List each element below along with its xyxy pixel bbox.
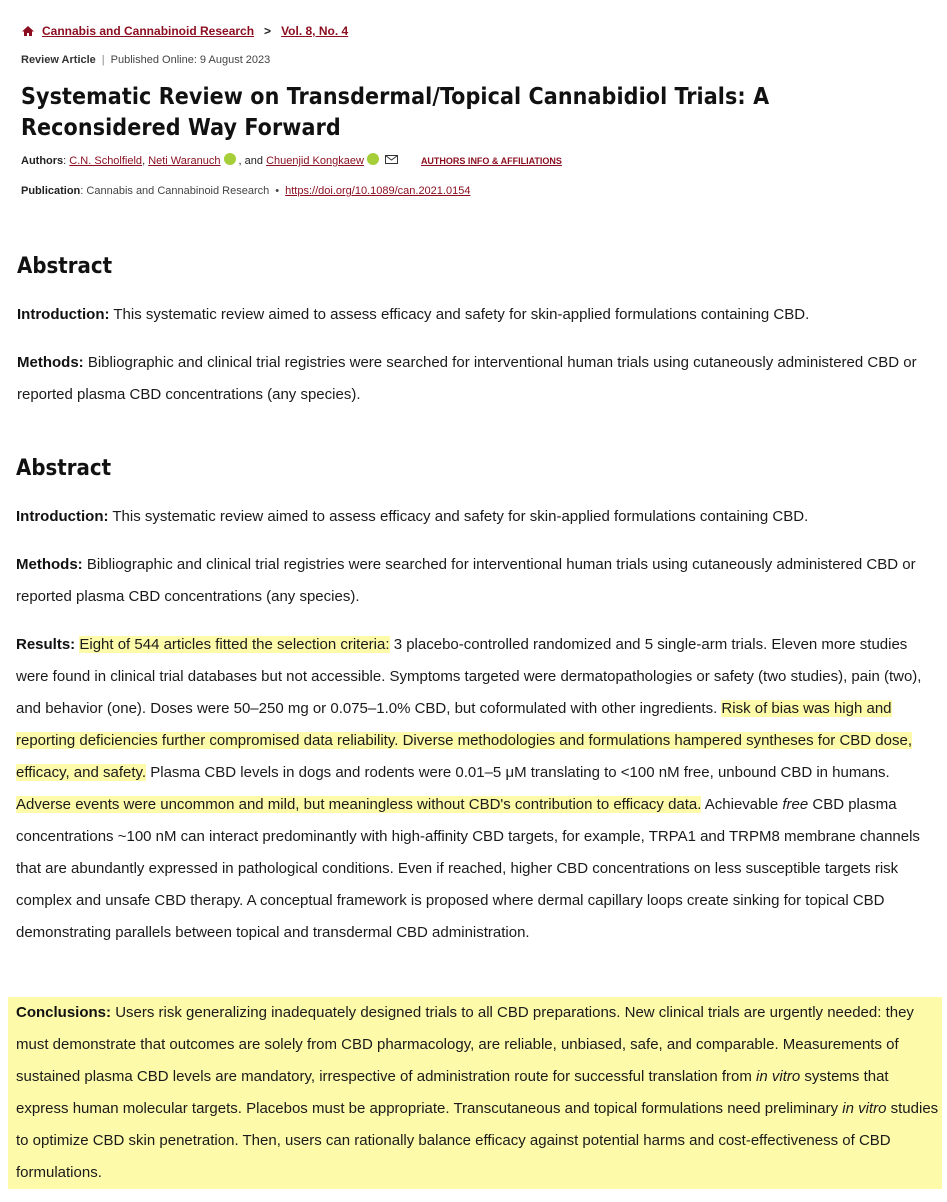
conclusions-emphasis: in vitro: [756, 1068, 801, 1085]
methods-label: Methods:: [17, 354, 84, 371]
published-date: Published Online: 9 August 2023: [110, 54, 271, 66]
orcid-icon[interactable]: [367, 153, 379, 165]
publication-journal: Cannabis and Cannabinoid Research: [86, 185, 270, 197]
breadcrumb: [21, 24, 348, 38]
conclusions-text: systems that express human molecular targets. Placebos must be appropriate. Transcutaneous and topical formulations need preliminary: [16, 1068, 889, 1117]
authors-and: and: [244, 155, 264, 167]
methods-label: Methods:: [16, 556, 83, 573]
results-text: Achievable: [704, 796, 779, 813]
methods-text: Bibliographic and clinical trial registries were searched for interventional human trials using cutaneously administered CBD or reported plasma CBD concentrations (any species).: [16, 556, 916, 605]
article-type: Review Article: [21, 54, 96, 66]
abstract-results: [16, 629, 934, 949]
highlighted-text: Risk of bias was high and reporting deficiencies further compromised data reliability. Diverse methodologies and formulations hampered syntheses for CBD dose, efficacy, and safety.: [16, 700, 912, 781]
results-label: Results:: [16, 636, 76, 653]
results-emphasis: free: [782, 796, 809, 813]
doi-link[interactable]: https://doi.org/10.1089/can.2021.0154: [285, 185, 471, 197]
breadcrumb-journal-link[interactable]: Cannabis and Cannabinoid Research: [42, 24, 255, 38]
abstract-methods: [17, 347, 932, 411]
breadcrumb-separator: >: [264, 24, 272, 38]
page-title: Systematic Review on Transdermal/Topical Cannabidiol Trials: A Reconsidered Way Forward: [21, 84, 770, 141]
introduction-text: This systematic review aimed to assess efficacy and safety for skin-applied formulations containing CBD.: [113, 306, 810, 323]
breadcrumb-issue-link[interactable]: Vol. 8, No. 4: [281, 24, 349, 38]
results-text: Plasma CBD levels in dogs and rodents were 0.01–5 μM translating to <100 nM free, unbound CBD in humans.: [150, 764, 890, 781]
introduction-label: Introduction:: [17, 306, 110, 323]
authors-affiliations-link[interactable]: AUTHORS INFO & AFFILIATIONS: [420, 156, 562, 166]
abstract-introduction: [16, 501, 931, 533]
publication-label: Publication: [21, 185, 81, 197]
publication-line: Publication: Cannabis and Cannabinoid Research • https://doi.org/10.1089/can.2021.0154: [21, 185, 471, 197]
authors-line: Authors : C.N. Scholfield , Neti Waranuch , and Chuenjid Kongkaew AUTHORS INFO & AFFILIATIONS: [21, 155, 562, 167]
conclusions-text: Users risk generalizing inadequately designed trials to all CBD preparations. New clinical trials are urgently needed: they must demonstrate that outcomes are solely from CBD pharmacology, are reliable, unbiased, safe, and comparable. Measurements of sustained plasma CBD levels are mandatory, irrespective of administration route for successful translation from: [16, 1004, 914, 1085]
results-text: CBD plasma concentrations ~100 nM can interact predominantly with high-affinity CBD targets, for example, TRPA1 and TRPM8 membrane channels that are abundantly expressed in pathological conditions. Even if reached, higher CBD concentrations on less susceptible targets risk complex and unsafe CBD therapy. A conceptual framework is proposed where dermal capillary loops create sinking for topical CBD demonstrating parallels between topical and transdermal CBD administration.: [16, 796, 920, 941]
author-link[interactable]: C.N. Scholfield: [69, 155, 143, 167]
abstract-heading: Abstract: [16, 456, 112, 481]
abstract-introduction: [17, 299, 932, 331]
abstract-heading: Abstract: [17, 254, 113, 279]
introduction-label: Introduction:: [16, 508, 109, 525]
author-link[interactable]: Chuenjid Kongkaew: [266, 155, 364, 167]
conclusions-text: studies to optimize CBD skin penetration. Then, users can rationally balance efficacy against potential harms and cost-effectiveness of CBD formulations.: [16, 1100, 939, 1181]
home-icon[interactable]: [21, 24, 35, 38]
methods-text: Bibliographic and clinical trial registries were searched for interventional human trials using cutaneously administered CBD or reported plasma CBD concentrations (any species).: [17, 354, 917, 403]
mail-icon[interactable]: [385, 155, 398, 164]
article-meta: Review Article | Published Online: 9 August 2023: [21, 54, 271, 66]
authors-label: Authors: [21, 155, 64, 167]
author-link[interactable]: Neti Waranuch: [148, 155, 221, 167]
results-text: 3 placebo-controlled randomized and 5 single-arm trials. Eleven more studies were found in clinical trial databases but not accessible. Symptoms targeted were dermatopathologies or safety (two studies), pain (two), and behavior (one). Doses were 50–250 mg or 0.075–1.0% CBD, but coformulated with other ingredients.: [16, 636, 922, 717]
conclusions-emphasis: in vitro: [842, 1100, 887, 1117]
highlighted-text: Adverse events were uncommon and mild, but meaningless without CBD's contribution to efficacy data.: [16, 796, 702, 813]
introduction-text: This systematic review aimed to assess efficacy and safety for skin-applied formulations containing CBD.: [112, 508, 809, 525]
highlighted-text: Eight of 544 articles fitted the selection criteria:: [79, 636, 390, 653]
abstract-methods: [16, 549, 931, 613]
orcid-icon[interactable]: [224, 153, 236, 165]
abstract-conclusions: [8, 997, 942, 1189]
conclusions-label: Conclusions:: [16, 1004, 112, 1021]
